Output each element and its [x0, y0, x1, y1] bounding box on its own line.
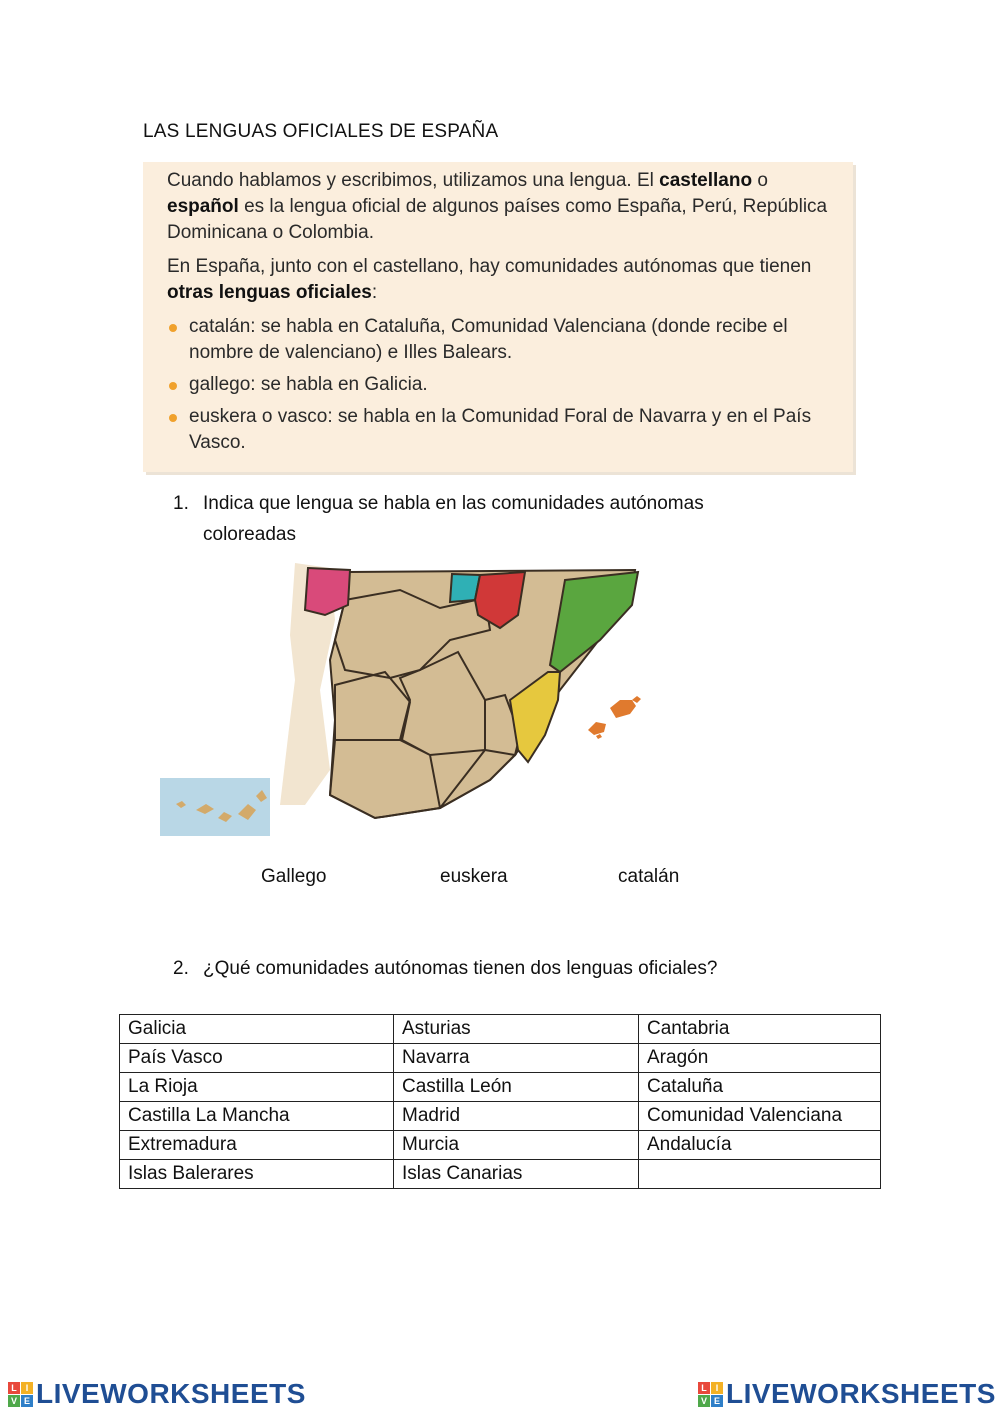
footer-logo-right — [698, 1378, 996, 1410]
question-number: 2. — [173, 958, 189, 979]
table-cell[interactable]: Galicia — [120, 1015, 394, 1044]
table-cell[interactable]: Madrid — [394, 1102, 639, 1131]
question-text: ¿Qué comunidades autónomas tienen dos lenguas oficiales? — [203, 958, 718, 979]
worksheet-title: LAS LENGUAS OFICIALES DE ESPAÑA — [143, 121, 499, 142]
table-cell[interactable]: La Rioja — [120, 1073, 394, 1102]
table-cell[interactable]: Castilla León — [394, 1073, 639, 1102]
table-cell[interactable]: Aragón — [639, 1044, 881, 1073]
table-cell[interactable]: Castilla La Mancha — [120, 1102, 394, 1131]
list-item: euskera o vasco: se habla en la Comunidad Foral de Navarra y en el País Vasco. — [167, 404, 835, 456]
table-cell[interactable]: Andalucía — [639, 1131, 881, 1160]
info-paragraph-1: Cuando hablamos y escribimos, utilizamos una lengua. El castellano o español es la lengua oficial de algunos países como España, Perú, República Dominicana o Colombia. — [167, 170, 828, 243]
table-cell[interactable]: País Vasco — [120, 1044, 394, 1073]
answer-euskera[interactable]: euskera — [440, 866, 508, 887]
info-paragraph-2: En España, junto con el castellano, hay comunidades autónomas que tienen otras lenguas oficiales: — [167, 256, 812, 303]
galicia-region — [305, 568, 350, 615]
footer-logo-left — [8, 1378, 306, 1410]
table-row — [120, 1044, 881, 1073]
table-row — [120, 1102, 881, 1131]
answer-gallego[interactable]: Gallego — [261, 866, 327, 887]
table-cell[interactable]: Asturias — [394, 1015, 639, 1044]
liveworksheets-logo-icon: L I V E — [8, 1382, 33, 1407]
table-row — [120, 1131, 881, 1160]
table-cell[interactable]: Cataluña — [639, 1073, 881, 1102]
table-cell[interactable]: Extremadura — [120, 1131, 394, 1160]
liveworksheets-logo-icon: L I V E — [698, 1382, 723, 1407]
table-cell[interactable] — [639, 1160, 881, 1189]
table-cell[interactable]: Comunidad Valenciana — [639, 1102, 881, 1131]
bullet-icon — [169, 382, 177, 390]
list-item: gallego: se habla en Galicia. — [167, 372, 835, 398]
baleares-islands — [588, 696, 641, 739]
communities-table — [119, 1014, 881, 1189]
language-list — [167, 314, 835, 456]
brand-name: LIVEWORKSHEETS — [726, 1378, 996, 1409]
table-cell[interactable]: Islas Canarias — [394, 1160, 639, 1189]
table-row — [120, 1073, 881, 1102]
bullet-icon — [169, 324, 177, 332]
canarias-inset — [160, 778, 270, 836]
list-item: catalán: se habla en Cataluña, Comunidad Valenciana (donde recibe el nombre de valenciano) e Illes Balears. — [167, 314, 835, 366]
table-row — [120, 1160, 881, 1189]
question-number: 1. — [173, 493, 189, 514]
table-cell[interactable]: Islas Balerares — [120, 1160, 394, 1189]
answer-catalan[interactable]: catalán — [618, 866, 680, 887]
bullet-icon — [169, 414, 177, 422]
table-cell[interactable]: Murcia — [394, 1131, 639, 1160]
question-2 — [173, 953, 873, 984]
spain-map — [140, 560, 670, 840]
info-box — [143, 162, 853, 472]
table-cell[interactable]: Navarra — [394, 1044, 639, 1073]
cataluna-region — [550, 572, 638, 672]
table-row — [120, 1015, 881, 1044]
question-text: Indica que lengua se habla en las comunidades autónomas coloreadas — [203, 493, 704, 545]
question-1 — [173, 488, 793, 550]
table-cell[interactable]: Cantabria — [639, 1015, 881, 1044]
brand-name: LIVEWORKSHEETS — [36, 1378, 306, 1409]
